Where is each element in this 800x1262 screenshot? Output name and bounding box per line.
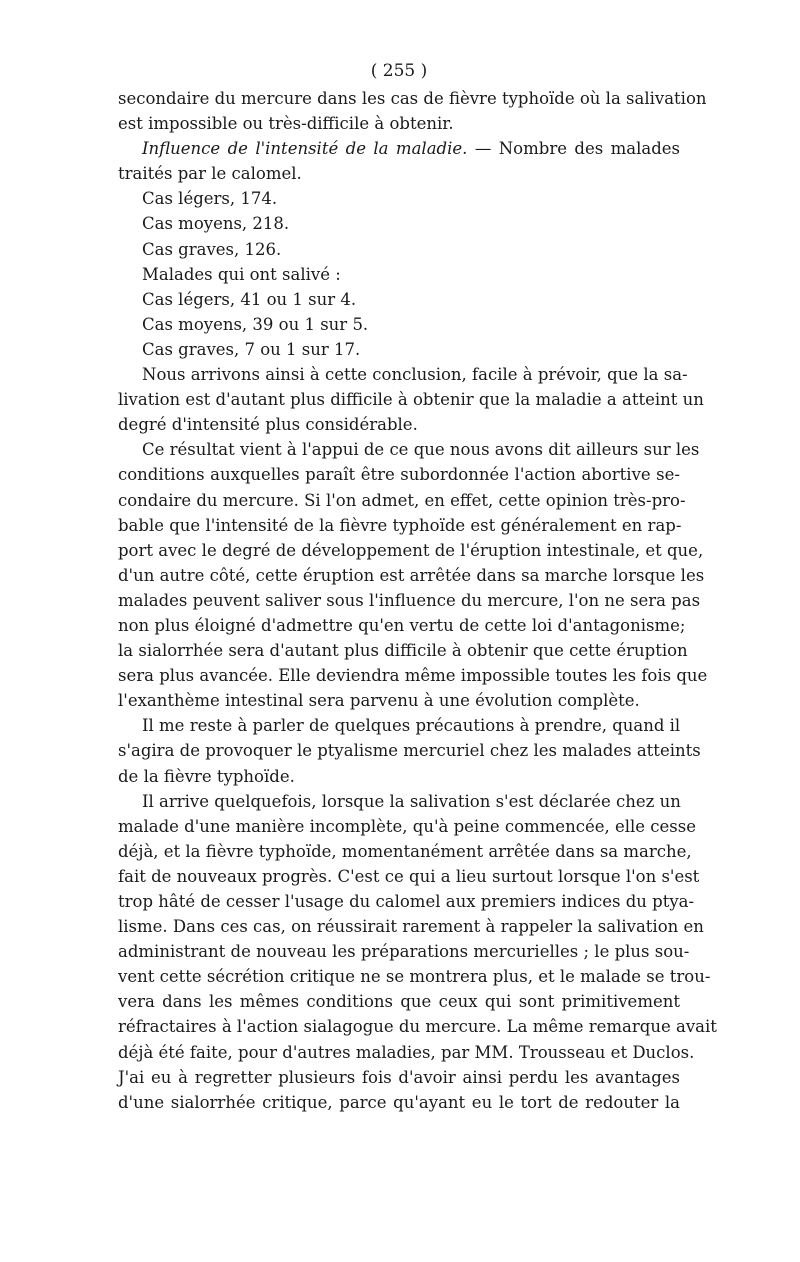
- text-line: [118, 337, 680, 362]
- text-line-content: de la fièvre typhoïde.: [118, 766, 295, 786]
- text-line-content: secondaire du mercure dans les cas de fièvre typhoïde où la salivation: [118, 89, 707, 108]
- text-line: [118, 287, 680, 312]
- text-line-content: est impossible ou très-difficile à obtenir.: [118, 114, 454, 134]
- text-line: [118, 437, 700, 462]
- text-line: [118, 939, 690, 964]
- text-line-content: degré d'intensité plus considérable.: [118, 415, 418, 435]
- text-line: [118, 86, 707, 111]
- text-line-content: Cas graves, 126.: [142, 239, 282, 259]
- text-line-content: malade d'une manière incomplète, qu'à peine commencée, elle cesse: [118, 816, 696, 836]
- text-line-content: déjà, et la fièvre typhoïde, momentanément arrêtée dans sa marche,: [118, 841, 692, 861]
- text-line: [118, 136, 680, 161]
- body-text: [118, 86, 717, 1115]
- text-line-content: bable que l'intensité de la fièvre typhoïde est généralement en rap-: [118, 515, 682, 535]
- text-line-content: Cas moyens, 39 ou 1 sur 5.: [142, 314, 369, 334]
- text-line: [118, 764, 680, 789]
- text-line-content: Cas moyens, 218.: [142, 214, 290, 234]
- text-line-content: Cas légers, 174.: [142, 189, 278, 209]
- text-line: [118, 362, 688, 387]
- text-line-content: la sialorrhée sera d'autant plus difficile à obtenir que cette éruption: [118, 641, 688, 661]
- text-line-content: port avec le degré de développement de l'éruption intestinale, et que,: [118, 540, 704, 560]
- text-line-content: fait de nouveaux progrès. C'est ce qui a lieu surtout lorsque l'on s'est: [118, 866, 700, 886]
- text-line: [118, 111, 680, 136]
- book-page: [118, 56, 717, 1115]
- text-line: [118, 1040, 695, 1065]
- text-line: [118, 588, 701, 613]
- text-line: [118, 312, 680, 337]
- text-line-content: lisme. Dans ces cas, on réussirait rarement à rappeler la salivation en: [118, 917, 704, 937]
- text-line: [118, 738, 701, 763]
- text-line-content: malades peuvent saliver sous l'influence du mercure, l'on ne sera pas: [118, 590, 701, 610]
- text-line-content: d'une sialorrhée critique, parce qu'ayant eu le tort de redouter la: [118, 1092, 680, 1112]
- text-line-content: conditions auxquelles paraît être subordonnée l'action abortive se-: [118, 465, 680, 485]
- text-line-content: Il me reste à parler de quelques précautions à prendre, quand il: [142, 716, 681, 736]
- text-line-content: administrant de nouveau les préparations mercurielles ; le plus sou-: [118, 942, 690, 962]
- text-line: [118, 663, 708, 688]
- text-line: [118, 462, 680, 487]
- text-line-content: l'exanthème intestinal sera parvenu à une évolution complète.: [118, 691, 640, 711]
- text-line-content: réfractaires à l'action sialagogue du mercure. La même remarque avait: [118, 1017, 717, 1037]
- text-line: [118, 713, 680, 738]
- text-line-content: Nous arrivons ainsi à cette conclusion, facile à prévoir, que la sa-: [142, 365, 688, 385]
- page-number: ( 255 ): [370, 61, 428, 81]
- text-line: [118, 1014, 717, 1039]
- text-line: [118, 789, 680, 814]
- text-line: [118, 237, 680, 262]
- text-line-content: Ce résultat vient à l'appui de ce que nous avons dit ailleurs sur les: [142, 440, 700, 460]
- text-line: [118, 889, 695, 914]
- text-line: [118, 989, 680, 1014]
- text-line-content: Cas graves, 7 ou 1 sur 17.: [142, 339, 361, 359]
- section-heading-italic: Influence de l'intensité de la maladie.: [142, 139, 468, 159]
- text-line-content: Cas légers, 41 ou 1 sur 4.: [142, 289, 357, 309]
- text-line: [118, 914, 704, 939]
- text-line-content: Il arrive quelquefois, lorsque la salivation s'est déclarée chez un: [142, 791, 681, 811]
- text-line: [118, 1090, 680, 1115]
- text-line: [118, 839, 692, 864]
- text-line-content: livation est d'autant plus difficile à obtenir que la maladie a atteint un: [118, 390, 704, 410]
- text-line-content: trop hâté de cesser l'usage du calomel aux premiers indices du ptya-: [118, 892, 695, 911]
- text-line-content: Malades qui ont salivé :: [142, 264, 341, 284]
- text-line: [118, 563, 705, 588]
- text-line: [118, 688, 680, 713]
- text-line: [118, 864, 700, 889]
- text-line-content: sera plus avancée. Elle deviendra même impossible toutes les fois que: [118, 666, 708, 686]
- text-line: [118, 964, 711, 989]
- text-line: [118, 186, 680, 211]
- text-line-content: — Nombre des malades: [467, 139, 680, 159]
- text-line-content: vera dans les mêmes conditions que ceux qui sont primitivement: [118, 992, 680, 1012]
- text-line-content: vent cette sécrétion critique ne se montrera plus, et le malade se trou-: [118, 967, 711, 987]
- text-line: [118, 262, 680, 287]
- text-line: [118, 161, 680, 186]
- text-line: [118, 538, 704, 563]
- text-line-content: non plus éloigné d'admettre qu'en vertu de cette loi d'antagonisme;: [118, 615, 686, 635]
- text-line: [118, 613, 686, 638]
- text-line-content: s'agira de provoquer le ptyalisme mercuriel chez les malades atteints: [118, 741, 701, 761]
- text-line: [118, 1065, 680, 1090]
- text-line: [118, 387, 704, 412]
- text-line: [118, 814, 696, 839]
- text-line: [118, 211, 680, 236]
- text-line-content: traités par le calomel.: [118, 164, 302, 184]
- text-line: [118, 412, 680, 437]
- text-line: [118, 638, 688, 663]
- text-line-content: J'ai eu à regretter plusieurs fois d'avoir ainsi perdu les avantages: [118, 1067, 680, 1087]
- text-line-content: condaire du mercure. Si l'on admet, en effet, cette opinion très-pro-: [118, 490, 686, 510]
- text-line: [118, 513, 680, 538]
- text-line: [118, 488, 686, 513]
- text-line-content: d'un autre côté, cette éruption est arrêtée dans sa marche lorsque les: [118, 565, 705, 585]
- text-line-content: déjà été faite, pour d'autres maladies, par MM. Trousseau et Duclos.: [118, 1042, 695, 1062]
